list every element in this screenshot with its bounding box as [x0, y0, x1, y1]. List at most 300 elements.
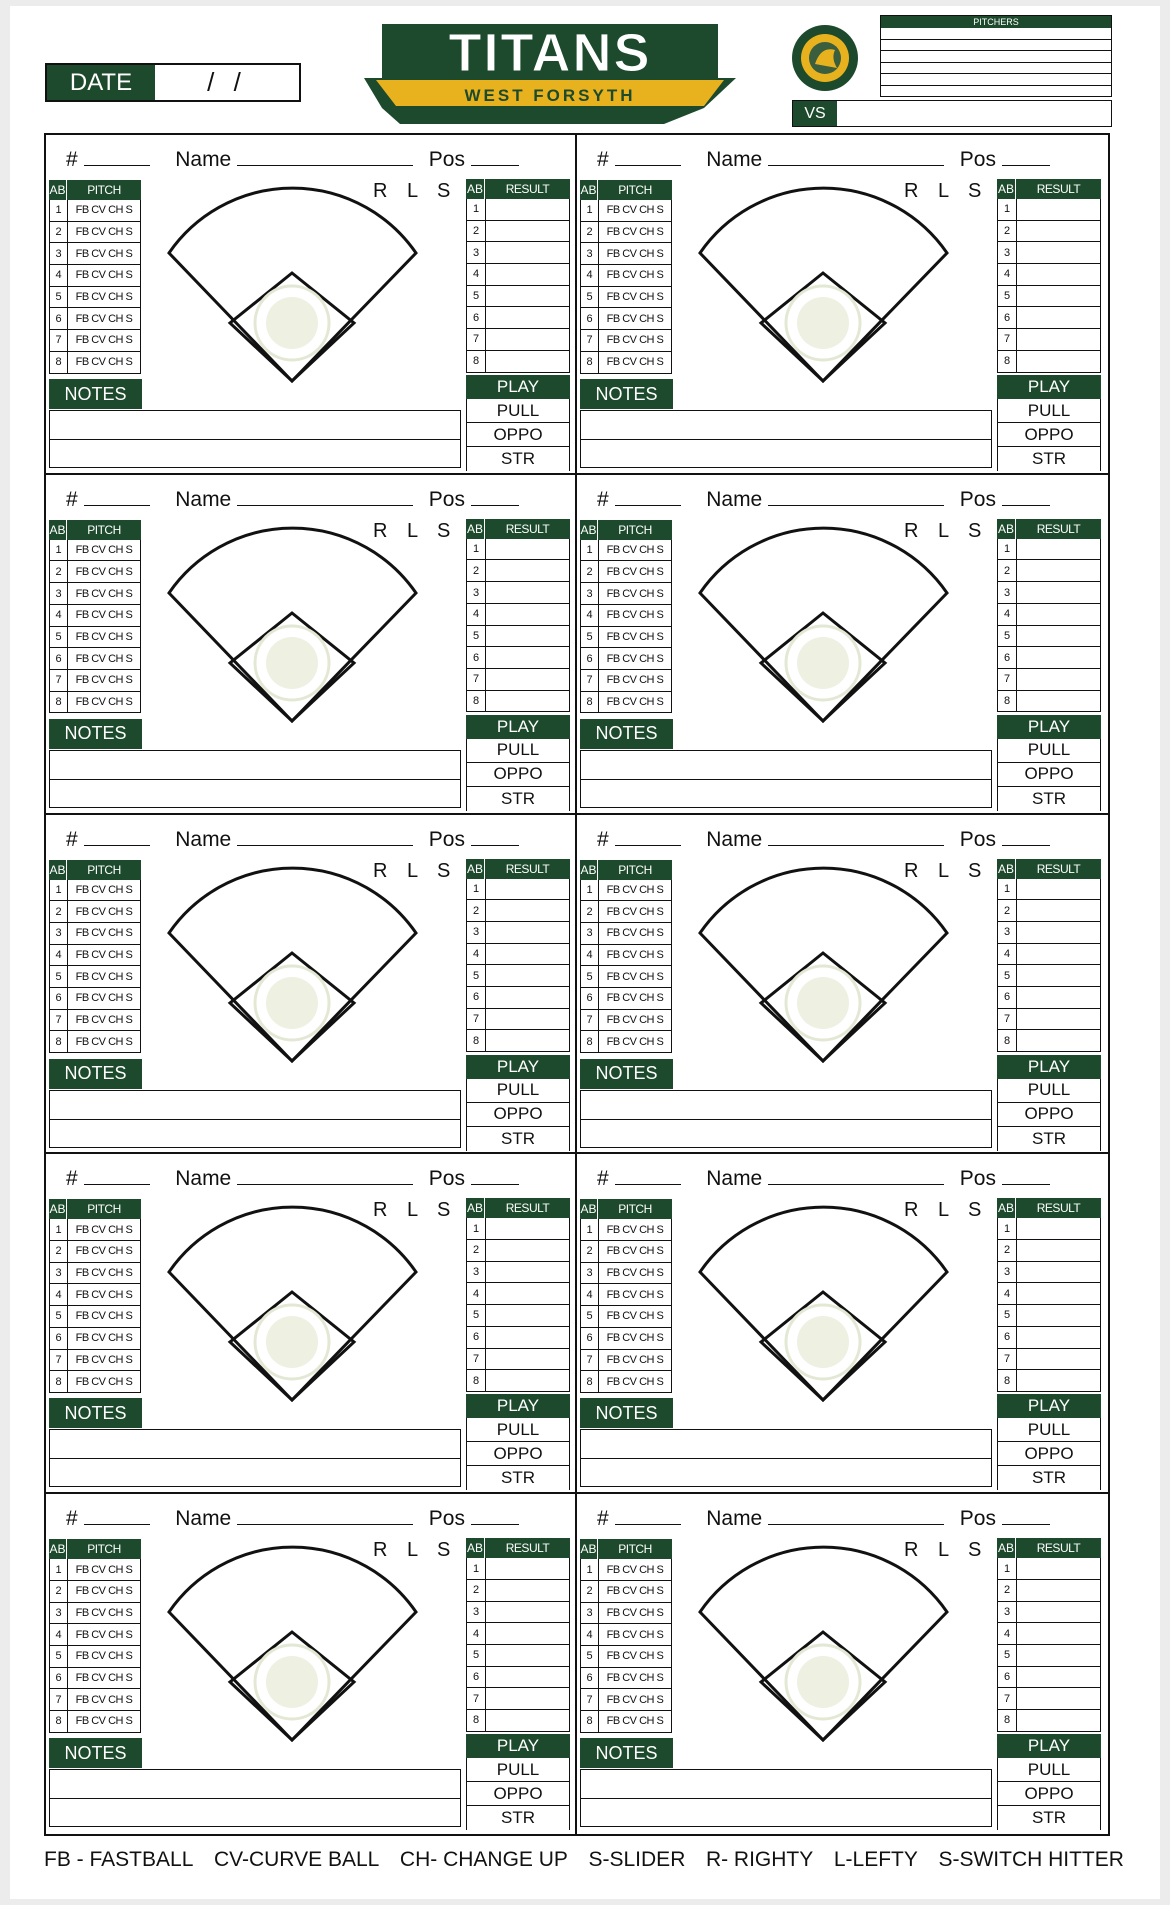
result-row[interactable] — [466, 1667, 570, 1689]
pitch-codes[interactable]: FB CV CH S — [75, 291, 133, 304]
pitch-row[interactable] — [49, 308, 141, 330]
pitch-row[interactable] — [49, 1010, 141, 1032]
result-row[interactable] — [466, 1283, 570, 1305]
result-row[interactable] — [466, 307, 570, 329]
result-row[interactable] — [997, 221, 1101, 243]
batter-hand-options[interactable]: R L S — [373, 519, 451, 542]
pitchers-line[interactable] — [881, 40, 1111, 52]
play-option-pull[interactable]: PULL — [466, 1418, 570, 1442]
pitch-row[interactable] — [580, 243, 672, 265]
batter-hand-options[interactable]: R L S — [904, 180, 982, 202]
batter-hand-options[interactable]: R L S — [373, 180, 451, 202]
baseball-field-diagram[interactable] — [144, 1202, 462, 1402]
play-option-str[interactable]: STR — [997, 787, 1101, 811]
pitch-codes[interactable]: FB CV CH S — [606, 905, 664, 918]
batter-hand-options[interactable]: R L S — [904, 1199, 982, 1222]
result-row[interactable] — [997, 944, 1101, 966]
pitch-row[interactable] — [580, 988, 672, 1010]
result-row[interactable] — [466, 879, 570, 901]
batter-hand-options[interactable]: R L S — [904, 1539, 982, 1562]
pitch-row[interactable] — [580, 1581, 672, 1603]
result-row[interactable] — [466, 1370, 570, 1392]
result-row[interactable] — [466, 922, 570, 944]
pos-field[interactable] — [1002, 829, 1050, 846]
result-row[interactable] — [997, 351, 1101, 373]
pitch-row[interactable] — [49, 1031, 141, 1053]
pitchers-line[interactable] — [881, 28, 1111, 40]
date-field[interactable] — [45, 63, 301, 102]
opponent-field[interactable] — [792, 100, 1112, 127]
result-row[interactable] — [466, 539, 570, 561]
pitch-row[interactable] — [49, 222, 141, 244]
pitch-row[interactable] — [49, 923, 141, 945]
name-field[interactable] — [237, 489, 413, 506]
pitch-codes[interactable]: FB CV CH S — [75, 1650, 133, 1663]
result-row[interactable] — [997, 604, 1101, 626]
result-row[interactable] — [997, 987, 1101, 1009]
notes-field[interactable] — [49, 1090, 461, 1148]
pitch-row[interactable] — [49, 1371, 141, 1393]
result-row[interactable] — [466, 329, 570, 351]
play-option-str[interactable]: STR — [466, 1466, 570, 1490]
play-option-oppo[interactable]: OPPO — [997, 1103, 1101, 1127]
number-field[interactable] — [615, 489, 681, 506]
result-row[interactable] — [466, 560, 570, 582]
pitch-row[interactable] — [580, 880, 672, 902]
pitch-codes[interactable]: FB CV CH S — [606, 1288, 664, 1301]
notes-field[interactable] — [580, 1429, 992, 1487]
notes-field[interactable] — [580, 750, 992, 808]
pitch-codes[interactable]: FB CV CH S — [606, 1310, 664, 1323]
baseball-field-diagram[interactable] — [144, 1542, 462, 1742]
pitch-row[interactable] — [580, 1559, 672, 1581]
result-row[interactable] — [466, 351, 570, 373]
result-row[interactable] — [997, 1710, 1101, 1732]
pitch-codes[interactable]: FB CV CH S — [606, 269, 664, 282]
result-row[interactable] — [997, 900, 1101, 922]
pitch-row[interactable] — [580, 901, 672, 923]
play-option-oppo[interactable]: OPPO — [466, 1103, 570, 1127]
pitch-codes[interactable]: FB CV CH S — [75, 312, 133, 325]
pitch-codes[interactable]: FB CV CH S — [606, 1375, 664, 1388]
name-field[interactable] — [768, 149, 944, 166]
result-row[interactable] — [997, 1009, 1101, 1031]
pitchers-line[interactable] — [881, 74, 1111, 86]
pitch-row[interactable] — [580, 583, 672, 605]
pitch-codes[interactable]: FB CV CH S — [606, 992, 664, 1005]
name-field[interactable] — [768, 1508, 944, 1525]
pitch-codes[interactable]: FB CV CH S — [606, 334, 664, 347]
result-row[interactable] — [997, 669, 1101, 691]
pitch-codes[interactable]: FB CV CH S — [606, 1606, 664, 1619]
notes-field[interactable] — [49, 1769, 461, 1827]
result-row[interactable] — [466, 626, 570, 648]
pitch-row[interactable] — [49, 1284, 141, 1306]
result-row[interactable] — [997, 560, 1101, 582]
pitch-row[interactable] — [49, 583, 141, 605]
result-row[interactable] — [997, 1349, 1101, 1371]
pitch-row[interactable] — [49, 648, 141, 670]
result-row[interactable] — [997, 329, 1101, 351]
pitch-codes[interactable]: FB CV CH S — [606, 1585, 664, 1598]
pitch-codes[interactable]: FB CV CH S — [606, 1715, 664, 1728]
pitch-row[interactable] — [580, 1219, 672, 1241]
play-option-str[interactable]: STR — [466, 787, 570, 811]
pitch-codes[interactable]: FB CV CH S — [606, 609, 664, 622]
pos-field[interactable] — [471, 1508, 519, 1525]
result-row[interactable] — [997, 1305, 1101, 1327]
number-field[interactable] — [615, 829, 681, 846]
result-row[interactable] — [466, 1558, 570, 1580]
pitch-codes[interactable]: FB CV CH S — [75, 1671, 133, 1684]
pitch-codes[interactable]: FB CV CH S — [606, 652, 664, 665]
play-option-pull[interactable]: PULL — [466, 739, 570, 763]
pitch-row[interactable] — [49, 1581, 141, 1603]
pitch-codes[interactable]: FB CV CH S — [75, 1563, 133, 1576]
play-option-str[interactable]: STR — [466, 1806, 570, 1830]
pitch-codes[interactable]: FB CV CH S — [606, 883, 664, 896]
pitch-row[interactable] — [580, 1689, 672, 1711]
pitch-codes[interactable]: FB CV CH S — [75, 1245, 133, 1258]
pitch-row[interactable] — [580, 1263, 672, 1285]
result-row[interactable] — [466, 1602, 570, 1624]
pitch-row[interactable] — [49, 945, 141, 967]
play-option-pull[interactable]: PULL — [997, 1079, 1101, 1103]
result-row[interactable] — [466, 1645, 570, 1667]
pitch-codes[interactable]: FB CV CH S — [75, 1310, 133, 1323]
result-row[interactable] — [997, 1030, 1101, 1052]
pitch-row[interactable] — [49, 627, 141, 649]
pitch-row[interactable] — [580, 627, 672, 649]
result-row[interactable] — [997, 286, 1101, 308]
result-row[interactable] — [997, 199, 1101, 221]
pitch-row[interactable] — [580, 1711, 672, 1733]
pitch-row[interactable] — [49, 1350, 141, 1372]
pitch-row[interactable] — [49, 287, 141, 309]
name-field[interactable] — [237, 1168, 413, 1185]
baseball-field-diagram[interactable] — [675, 523, 993, 723]
pitch-codes[interactable]: FB CV CH S — [606, 1671, 664, 1684]
pitch-row[interactable] — [580, 1646, 672, 1668]
play-option-str[interactable]: STR — [997, 1466, 1101, 1490]
pitch-row[interactable] — [580, 265, 672, 287]
pitch-codes[interactable]: FB CV CH S — [606, 587, 664, 600]
pitch-row[interactable] — [49, 330, 141, 352]
play-option-oppo[interactable]: OPPO — [466, 1442, 570, 1466]
notes-field[interactable] — [580, 1769, 992, 1827]
pitch-row[interactable] — [49, 561, 141, 583]
pitch-codes[interactable]: FB CV CH S — [75, 1585, 133, 1598]
baseball-field-diagram[interactable] — [675, 183, 993, 383]
result-row[interactable] — [466, 1623, 570, 1645]
notes-field[interactable] — [580, 410, 992, 468]
pitch-row[interactable] — [49, 1328, 141, 1350]
result-row[interactable] — [466, 221, 570, 243]
pitch-codes[interactable]: FB CV CH S — [606, 312, 664, 325]
pitch-codes[interactable]: FB CV CH S — [606, 544, 664, 557]
play-option-pull[interactable]: PULL — [997, 399, 1101, 423]
pitch-codes[interactable]: FB CV CH S — [75, 949, 133, 961]
result-row[interactable] — [997, 1580, 1101, 1602]
pitch-codes[interactable]: FB CV CH S — [75, 334, 133, 347]
play-option-str[interactable]: STR — [466, 1127, 570, 1151]
pitchers-line[interactable] — [881, 63, 1111, 75]
pitch-row[interactable] — [49, 1559, 141, 1581]
result-row[interactable] — [466, 1218, 570, 1240]
pos-field[interactable] — [471, 1168, 519, 1185]
result-row[interactable] — [997, 965, 1101, 987]
play-option-pull[interactable]: PULL — [466, 1758, 570, 1782]
result-row[interactable] — [997, 1688, 1101, 1710]
pitch-row[interactable] — [580, 308, 672, 330]
pitch-row[interactable] — [580, 222, 672, 244]
result-row[interactable] — [997, 1667, 1101, 1689]
pitch-codes[interactable]: FB CV CH S — [75, 1035, 133, 1048]
pitch-row[interactable] — [49, 200, 141, 222]
notes-field[interactable] — [49, 750, 461, 808]
batter-hand-options[interactable]: R L S — [373, 859, 451, 882]
pitch-row[interactable] — [580, 1328, 672, 1350]
pitch-codes[interactable]: FB CV CH S — [606, 1014, 664, 1027]
pitch-codes[interactable]: FB CV CH S — [606, 565, 664, 578]
pitch-codes[interactable]: FB CV CH S — [606, 1563, 664, 1576]
pitch-codes[interactable]: FB CV CH S — [75, 905, 133, 918]
pitch-codes[interactable]: FB CV CH S — [75, 1267, 133, 1280]
name-field[interactable] — [237, 1508, 413, 1525]
play-option-str[interactable]: STR — [466, 447, 570, 471]
pitch-row[interactable] — [580, 540, 672, 562]
result-row[interactable] — [997, 879, 1101, 901]
pitch-codes[interactable]: FB CV CH S — [606, 291, 664, 304]
result-row[interactable] — [997, 1558, 1101, 1580]
pitch-row[interactable] — [580, 1306, 672, 1328]
pos-field[interactable] — [1002, 1508, 1050, 1525]
pitch-codes[interactable]: FB CV CH S — [606, 630, 664, 643]
number-field[interactable] — [615, 149, 681, 166]
pitch-codes[interactable]: FB CV CH S — [75, 992, 133, 1005]
number-field[interactable] — [84, 149, 150, 166]
pitch-codes[interactable]: FB CV CH S — [606, 970, 664, 983]
notes-field[interactable] — [580, 1090, 992, 1148]
pitch-codes[interactable]: FB CV CH S — [606, 1035, 664, 1048]
result-row[interactable] — [466, 965, 570, 987]
pitch-row[interactable] — [580, 561, 672, 583]
pitch-row[interactable] — [49, 966, 141, 988]
pitch-row[interactable] — [49, 243, 141, 265]
baseball-field-diagram[interactable] — [675, 1542, 993, 1742]
result-row[interactable] — [997, 307, 1101, 329]
pitch-codes[interactable]: FB CV CH S — [75, 565, 133, 578]
pitch-codes[interactable]: FB CV CH S — [75, 1353, 133, 1366]
pitch-codes[interactable]: FB CV CH S — [75, 356, 133, 369]
pitch-codes[interactable]: FB CV CH S — [606, 226, 664, 239]
result-row[interactable] — [997, 1623, 1101, 1645]
baseball-field-diagram[interactable] — [675, 1202, 993, 1402]
result-row[interactable] — [466, 264, 570, 286]
pitch-row[interactable] — [49, 1219, 141, 1241]
pitch-codes[interactable]: FB CV CH S — [75, 1288, 133, 1301]
pitch-row[interactable] — [49, 880, 141, 902]
pitch-codes[interactable]: FB CV CH S — [606, 1223, 664, 1236]
pitch-codes[interactable]: FB CV CH S — [606, 1628, 664, 1641]
batter-hand-options[interactable]: R L S — [373, 1539, 451, 1562]
pitch-row[interactable] — [49, 1689, 141, 1711]
pitch-codes[interactable]: FB CV CH S — [606, 204, 664, 217]
pitch-row[interactable] — [49, 988, 141, 1010]
pitch-codes[interactable]: FB CV CH S — [75, 1693, 133, 1706]
result-row[interactable] — [466, 647, 570, 669]
pitch-row[interactable] — [580, 1241, 672, 1263]
result-row[interactable] — [997, 1645, 1101, 1667]
result-row[interactable] — [997, 647, 1101, 669]
result-row[interactable] — [466, 669, 570, 691]
pitch-codes[interactable]: FB CV CH S — [606, 247, 664, 260]
notes-field[interactable] — [49, 1429, 461, 1487]
pitch-row[interactable] — [580, 1668, 672, 1690]
result-row[interactable] — [466, 1030, 570, 1052]
pitch-row[interactable] — [580, 1010, 672, 1032]
pitch-row[interactable] — [49, 1711, 141, 1733]
pitch-codes[interactable]: FB CV CH S — [75, 204, 133, 217]
result-row[interactable] — [997, 1327, 1101, 1349]
batter-hand-options[interactable]: R L S — [904, 519, 982, 542]
result-row[interactable] — [466, 1327, 570, 1349]
result-row[interactable] — [997, 1240, 1101, 1262]
number-field[interactable] — [84, 829, 150, 846]
result-row[interactable] — [997, 539, 1101, 561]
pitch-row[interactable] — [580, 200, 672, 222]
play-option-pull[interactable]: PULL — [997, 1758, 1101, 1782]
pitch-row[interactable] — [49, 352, 141, 374]
pitch-row[interactable] — [580, 1031, 672, 1053]
name-field[interactable] — [237, 829, 413, 846]
play-option-str[interactable]: STR — [997, 447, 1101, 471]
result-row[interactable] — [997, 1602, 1101, 1624]
play-option-str[interactable]: STR — [997, 1127, 1101, 1151]
pitch-codes[interactable]: FB CV CH S — [75, 544, 133, 557]
baseball-field-diagram[interactable] — [144, 523, 462, 723]
number-field[interactable] — [615, 1168, 681, 1185]
baseball-field-diagram[interactable] — [144, 183, 462, 383]
pitch-row[interactable] — [580, 1624, 672, 1646]
play-option-oppo[interactable]: OPPO — [997, 423, 1101, 447]
pitch-row[interactable] — [49, 1306, 141, 1328]
pos-field[interactable] — [471, 489, 519, 506]
pitch-codes[interactable]: FB CV CH S — [75, 674, 133, 687]
pitch-codes[interactable]: FB CV CH S — [75, 1628, 133, 1641]
result-row[interactable] — [466, 1710, 570, 1732]
pitch-codes[interactable]: FB CV CH S — [75, 927, 133, 940]
pos-field[interactable] — [1002, 1168, 1050, 1185]
pitch-codes[interactable]: FB CV CH S — [75, 1332, 133, 1345]
pitch-row[interactable] — [580, 692, 672, 714]
pitch-row[interactable] — [49, 1263, 141, 1285]
pitch-row[interactable] — [580, 1371, 672, 1393]
pitch-codes[interactable]: FB CV CH S — [606, 927, 664, 940]
result-row[interactable] — [466, 691, 570, 713]
pitch-row[interactable] — [49, 1624, 141, 1646]
pitch-row[interactable] — [580, 923, 672, 945]
name-field[interactable] — [768, 489, 944, 506]
pitch-codes[interactable]: FB CV CH S — [606, 695, 664, 708]
pitch-codes[interactable]: FB CV CH S — [75, 1606, 133, 1619]
play-option-pull[interactable]: PULL — [997, 739, 1101, 763]
result-row[interactable] — [997, 1218, 1101, 1240]
pitch-codes[interactable]: FB CV CH S — [75, 695, 133, 708]
pitch-codes[interactable]: FB CV CH S — [75, 1014, 133, 1027]
result-row[interactable] — [466, 1580, 570, 1602]
pitch-row[interactable] — [49, 1241, 141, 1263]
pitch-codes[interactable]: FB CV CH S — [606, 356, 664, 369]
pitch-codes[interactable]: FB CV CH S — [75, 1223, 133, 1236]
pos-field[interactable] — [1002, 489, 1050, 506]
pitch-row[interactable] — [580, 1603, 672, 1625]
result-row[interactable] — [997, 242, 1101, 264]
result-row[interactable] — [466, 1240, 570, 1262]
result-row[interactable] — [466, 900, 570, 922]
pitch-row[interactable] — [49, 670, 141, 692]
pitch-row[interactable] — [580, 352, 672, 374]
pitch-row[interactable] — [49, 605, 141, 627]
pitch-row[interactable] — [49, 540, 141, 562]
play-option-pull[interactable]: PULL — [466, 399, 570, 423]
result-row[interactable] — [466, 1262, 570, 1284]
pitch-codes[interactable]: FB CV CH S — [75, 883, 133, 896]
result-row[interactable] — [466, 199, 570, 221]
pos-field[interactable] — [1002, 149, 1050, 166]
pitch-codes[interactable]: FB CV CH S — [606, 1693, 664, 1706]
pitch-codes[interactable]: FB CV CH S — [75, 630, 133, 643]
number-field[interactable] — [84, 1168, 150, 1185]
pitch-codes[interactable]: FB CV CH S — [75, 247, 133, 260]
result-row[interactable] — [466, 242, 570, 264]
pitch-codes[interactable]: FB CV CH S — [606, 1267, 664, 1280]
baseball-field-diagram[interactable] — [144, 863, 462, 1063]
result-row[interactable] — [466, 582, 570, 604]
result-row[interactable] — [466, 1305, 570, 1327]
pitch-row[interactable] — [580, 648, 672, 670]
result-row[interactable] — [997, 1370, 1101, 1392]
notes-field[interactable] — [49, 410, 461, 468]
pitchers-box[interactable] — [880, 15, 1112, 97]
pos-field[interactable] — [471, 149, 519, 166]
pitch-row[interactable] — [580, 330, 672, 352]
play-option-pull[interactable]: PULL — [997, 1418, 1101, 1442]
result-row[interactable] — [466, 987, 570, 1009]
pitch-codes[interactable]: FB CV CH S — [75, 652, 133, 665]
batter-hand-options[interactable]: R L S — [373, 1199, 451, 1222]
play-option-pull[interactable]: PULL — [466, 1079, 570, 1103]
result-row[interactable] — [466, 604, 570, 626]
pitch-codes[interactable]: FB CV CH S — [75, 970, 133, 983]
pitch-row[interactable] — [580, 605, 672, 627]
play-option-str[interactable]: STR — [997, 1806, 1101, 1830]
name-field[interactable] — [768, 1168, 944, 1185]
pitch-row[interactable] — [580, 966, 672, 988]
pitchers-line[interactable] — [881, 51, 1111, 63]
play-option-oppo[interactable]: OPPO — [466, 763, 570, 787]
pitch-codes[interactable]: FB CV CH S — [75, 609, 133, 622]
play-option-oppo[interactable]: OPPO — [997, 1442, 1101, 1466]
name-field[interactable] — [768, 829, 944, 846]
result-row[interactable] — [466, 1349, 570, 1371]
pitch-row[interactable] — [580, 1284, 672, 1306]
result-row[interactable] — [997, 582, 1101, 604]
pitch-codes[interactable]: FB CV CH S — [606, 674, 664, 687]
result-row[interactable] — [466, 1009, 570, 1031]
date-value[interactable]: / / — [207, 67, 247, 97]
pitch-codes[interactable]: FB CV CH S — [606, 1245, 664, 1258]
